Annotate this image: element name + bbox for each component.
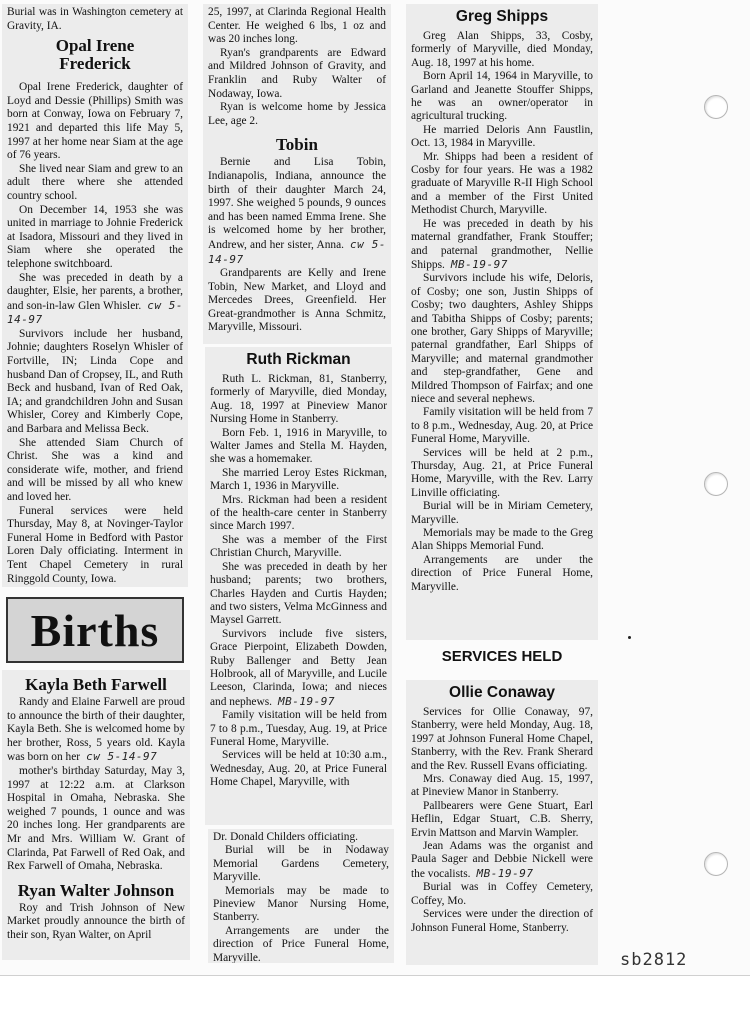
tobin-paragraph [208, 156, 386, 267]
clipping-shipps [406, 4, 598, 640]
rickman-paragraph: She was a member of the First Christian Church, Maryville. [210, 533, 387, 560]
conaway-paragraph: Services were under the direction of Johnson Funeral Home, Stanberry. [411, 908, 593, 934]
shipps-paragraph: Arrangements are under the direction of Price Funeral Home, Maryville. [411, 553, 593, 593]
handwritten-note: MB-19-97 [278, 694, 335, 708]
rickman-paragraph: Born Feb. 1, 1916 in Maryville, to Walter James and Stella M. Hayden, she was a homemaker. [210, 426, 387, 466]
tobin-paragraph-text: Bernie and Lisa Tobin, Indianapolis, Indiana, announce the birth of their daughter March 24, 1997. She weighed 5 pounds, 9 ounces and has been named Emma Irene. She is welcomed home by her brother, Andrew, and her sister, Anna. [208, 156, 386, 251]
rickman-paragraph: She was preceded in death by her husband; parents; two brothers, Charles Hayden and Curtis Hayden; and two sisters, Velma McGinness and Maysel Garrett. [210, 560, 387, 627]
conaway-paragraph: Services for Ollie Conaway, 97, Stanberry, were held Monday, Aug. 18, 1997 at Johnson Funeral Home Chapel, Stanberry, with the Rev. Frank Sherard and the Rev. Russell Evans officiating. [411, 706, 593, 772]
johnson-paragraph: Ryan is welcome home by Jessica Lee, age 2. [208, 101, 386, 127]
conaway-paragraph: Mrs. Conaway died Aug. 15, 1997, at Pineview Manor in Stanberry. [411, 773, 593, 799]
johnson-paragraph: Ryan's grandparents are Edward and Mildred Johnson of Gravity, and Franklin and Ruby Walter of Nodaway, Iowa. [208, 46, 386, 100]
rickman-paragraph: Memorials may be made to Pineview Manor Nursing Home, Stanberry. [213, 884, 389, 924]
tobin-paragraph: Grandparents are Kelly and Irene Tobin, New Market, and Lloyd and Mercedes Drees, Greenfield. Her Great-grandmother is Anna Schmitz, Maryville, Missouri. [208, 267, 386, 334]
handwritten-note: cw 5-14-97 [7, 298, 183, 327]
rickman-paragraph: Arrangements are under the direction of Price Funeral Home, Maryville. [213, 924, 389, 963]
shipps-paragraph: Survivors include his wife, Deloris, of Cosby; one son, Justin Shipps of Cosby; two daughters, Ashley Shipps and Tabitha Shipps of Cosby; parents; one brother, Gary Shipps of Maryville; paternal grandfather, Earl Shipps of Maryville; and maternal grandmother and step-grandfather, Gene and Mildred Thompson of Fairfax; and one niece and several nephews. [411, 272, 593, 405]
clipping-rickman [205, 347, 392, 825]
rickman-paragraph: Family visitation will be held from 7 to 8 p.m., Tuesday, Aug. 19, at Price Funeral Home, Maryville. [210, 709, 387, 748]
conaway-paragraph [411, 840, 593, 881]
frederick-paragraph-text: She was preceded in death by a daughter, Elsie, her parents, a brother, and son-in-law Glen Whisler. [7, 271, 183, 312]
archive-stamp: sb2812 [620, 950, 688, 970]
handwritten-note: MB-19-97 [450, 257, 508, 271]
handwritten-note: cw 5-14-97 [208, 237, 386, 266]
rickman-paragraph: Services will be held at 10:30 a.m., Wednesday, Aug. 20, at Price Funeral Home Chapel, Maryville, with [210, 749, 387, 789]
shipps-paragraph: Family visitation will be held from 7 to 8 p.m., Wednesday, Aug. 20, at Price Funeral Home, Maryville. [411, 406, 593, 446]
page-edge [0, 975, 750, 976]
frederick-paragraph: She lived near Siam and grew to an adult there where she attended country school. [7, 162, 183, 202]
shipps-paragraph: Memorials may be made to the Greg Alan Shipps Memorial Fund. [411, 527, 593, 553]
services-held-heading: SERVICES HELD [441, 648, 563, 665]
binder-hole [704, 852, 728, 876]
frederick-paragraph: She attended Siam Church of Christ. She was a kind and considerate wife, mother, and friend and will be missed by all who knew and loved her. [7, 436, 183, 503]
conaway-paragraph: Pallbearers were Gene Stuart, Earl Heflin, Edgar Stuart, C.B. Sherry, Ervin Mattson and Marvin Wampler. [411, 799, 593, 839]
shipps-paragraph: Burial will be in Miriam Cemetery, Maryville. [411, 500, 593, 526]
birth-heading-johnson: Ryan Walter Johnson [17, 880, 175, 900]
obituary-heading-conaway: Ollie Conaway [449, 684, 555, 701]
birth-heading-tobin: Tobin [276, 135, 318, 155]
burial-continued: Burial was in Washington cemetery at Gravity, IA. [7, 6, 183, 32]
handwritten-note: MB-19-97 [476, 866, 534, 880]
birth-heading-farwell: Kayla Beth Farwell [25, 675, 167, 694]
rickman-paragraph: Ruth L. Rickman, 81, Stanberry, formerly of Maryville, died Monday, Aug. 18, 1997 at Pineview Manor Nursing Home in Stanberry. [210, 373, 387, 426]
clipping-rickman-continued [208, 829, 394, 963]
frederick-paragraph: Survivors include her husband, Johnie; daughters Roselyn Whisler of Fortville, IN; Linda Cope and husband Dan of Cropsey, IL, and Ruth Beck and husband, Ivan of Red Oak, IA; and grandchildren John and Susan Whisler, Corey and Kimberly Cope, and Barbara and Melissa Beck. [7, 327, 183, 436]
births-banner-label: Births [30, 604, 160, 656]
speck [628, 636, 631, 639]
handwritten-note: cw 5-14-97 [86, 750, 158, 764]
shipps-paragraph: He married Deloris Ann Faustlin, Oct. 13, 1984 in Maryville. [411, 123, 593, 150]
rickman-paragraph [210, 628, 387, 709]
obituary-heading-shipps: Greg Shipps [455, 8, 549, 25]
shipps-paragraph [411, 218, 593, 273]
clipping-conaway [406, 680, 598, 965]
johnson-paragraph: Roy and Trish Johnson of New Market proudly announce the birth of their son, Ryan Walter, on April [7, 901, 185, 941]
births-banner [6, 597, 184, 663]
clipping-farwell-johnson [2, 670, 190, 960]
rickman-paragraph: Burial will be in Nodaway Memorial Gardens Cemetery, Maryville. [213, 844, 389, 884]
obituary-heading-rickman: Ruth Rickman [246, 351, 351, 368]
rickman-paragraph: She married Leroy Estes Rickman, March 1, 1936 in Maryville. [210, 466, 387, 493]
frederick-paragraph: Opal Irene Frederick, daughter of Loyd and Dessie (Phillips) Smith was born at Conway, Iowa on February 7, 1921 and departed this life May 5, 1997 at her home near Siam at the age of 76 years. [7, 81, 183, 162]
johnson-paragraph: 25, 1997, at Clarinda Regional Health Center. He weighed 6 lbs, 1 oz and was 20 inches long. [208, 6, 386, 46]
farwell-paragraph [7, 696, 185, 765]
conaway-paragraph-text: Jean Adams was the organist and Paula Sager and Debbie Nickell were the vocalists. [411, 840, 593, 880]
clipping-frederick [2, 4, 188, 587]
rickman-paragraph: Mrs. Rickman had been a resident of the health-care center in Stanberry since March 1997. [210, 493, 387, 533]
frederick-paragraph: Funeral services were held Thursday, May 8, at Novinger-Taylor Funeral Home in Bedford with Pastor Loren Daly officiating. Interment in Tent Chapel Cemetery in rural Ringgold County, Iowa. [7, 504, 183, 585]
shipps-paragraph: Mr. Shipps had been a resident of Cosby for four years. He was a 1982 graduate of Maryville R-II High School and a member of the First United Methodist Church, Maryville. [411, 150, 593, 217]
binder-hole [704, 95, 728, 119]
obituary-heading-frederick: Opal Irene Frederick [55, 36, 135, 74]
frederick-paragraph [7, 272, 183, 328]
rickman-paragraph: Dr. Donald Childers officiating. [213, 831, 358, 843]
shipps-paragraph: Greg Alan Shipps, 33, Cosby, formerly of Maryville, died Monday, Aug. 18, 1997 at his home. [411, 30, 593, 69]
rickman-paragraph-text: Survivors include five sisters, Grace Pierpoint, Elizabeth Dowden, Ruby Ballenger and Betty Jean Holbrook, all of Maryville, and Lucile Leeson, Clarinda, Iowa; and nieces and nephews. [210, 627, 387, 708]
binder-hole [704, 472, 728, 496]
shipps-paragraph: Born April 14, 1964 in Maryville, to Garland and Jeanette Stouffer Shipps, he was an owner/operator in agricultural trucking. [411, 70, 593, 123]
shipps-paragraph: Services will be held at 2 p.m., Thursday, Aug. 21, at Price Funeral Home, Maryville, with the Rev. Larry Linville officiating. [411, 446, 593, 499]
frederick-paragraph: On December 14, 1953 she was united in marriage to Johnie Frederick at Isadora, Missouri and they lived in Siam where she operated the telephone switchboard. [7, 203, 183, 270]
clipping-johnson-tobin [203, 4, 391, 344]
conaway-paragraph: Burial was in Coffey Cemetery, Coffey, Mo. [411, 881, 593, 907]
farwell-paragraph: mother's birthday Saturday, May 3, 1997 at 12:22 a.m. at Clarkson Hospital in Omaha, Nebraska. She weighed 7 pounds, 1 ounce and was 20 inches long. Her grandparents are Mr and Mrs. William W. Grant of Clarinda, Pat Farwell of Red Oak, and Rex Farwell of Omaha, Nebraska. [7, 764, 185, 873]
farwell-paragraph-text: Randy and Elaine Farwell are proud to announce the birth of their daughter, Kayla Beth. She is welcomed home by her brother, Ross, 5 years old. Kayla was born on her [7, 696, 185, 764]
shipps-paragraph-text: He was preceded in death by his maternal grandfather, Frank Stouffer; and paternal grandmother, Nellie Shipps. [411, 217, 593, 271]
